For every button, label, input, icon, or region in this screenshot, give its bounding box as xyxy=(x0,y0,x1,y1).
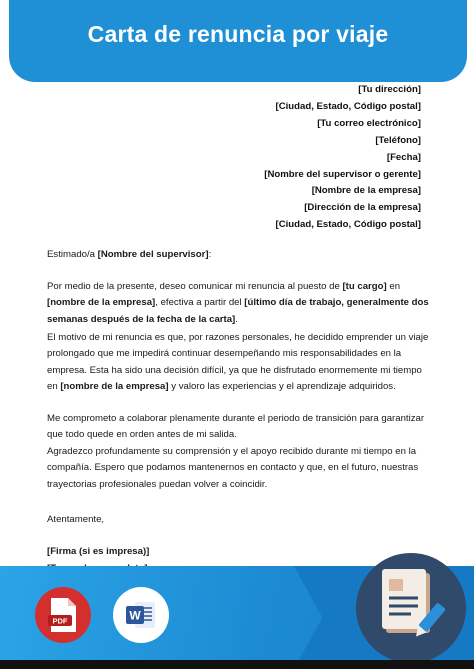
pdf-download-button[interactable] xyxy=(35,587,91,643)
p1-text-3: , efectiva a partir del xyxy=(155,297,245,309)
p2-text-1: El motivo de mi renuncia es que, por razones personales, he decidido emprender un viaje prolongado que me impedirá continuar desempeñando mis responsabilidades en la empresa. Esta ha sido una decisión difícil, ya que he disfrutado enormemente mi tiempo en xyxy=(47,332,429,393)
signature-placeholder: [Firma (si es impresa)] xyxy=(47,546,150,557)
p1-text-4: . xyxy=(235,313,238,325)
word-label: W xyxy=(129,608,141,623)
word-file-icon xyxy=(123,597,159,633)
address-block xyxy=(264,82,421,234)
title-banner xyxy=(9,0,467,82)
p2-text-2: y valoro las experiencias y el aprendizaje adquiridos. xyxy=(168,381,396,393)
salutation-prefix: Estimado/a xyxy=(47,249,98,260)
placeholder-last-day: [último día de trabajo, generalmente dos semanas después de la fecha de la carta] xyxy=(47,297,429,325)
letter-date: [Fecha] xyxy=(386,151,421,163)
document-title: Carta de renuncia por viaje xyxy=(87,20,389,47)
paragraph-resignation xyxy=(47,279,431,328)
recipient-address: [Dirección de la empresa] xyxy=(304,202,421,214)
document-illustration xyxy=(356,553,466,663)
sender-phone: [Teléfono] xyxy=(375,134,421,146)
sender-address: [Tu dirección] xyxy=(358,84,421,95)
sender-city-state-zip: [Ciudad, Estado, Código postal] xyxy=(275,100,421,112)
salutation-name: [Nombre del supervisor] xyxy=(97,249,209,260)
sender-email: [Tu correo electrónico] xyxy=(317,117,421,129)
bottom-strip xyxy=(0,660,474,669)
placeholder-job-title: [tu cargo] xyxy=(342,281,387,292)
salutation xyxy=(47,247,431,263)
placeholder-company-name-2: [nombre de la empresa] xyxy=(60,381,169,393)
salutation-suffix: : xyxy=(208,249,212,260)
pdf-label: PDF xyxy=(52,616,68,626)
p1-text-2: en xyxy=(386,281,401,292)
placeholder-company-name: [nombre de la empresa] xyxy=(47,297,156,309)
recipient-company: [Nombre de la empresa] xyxy=(311,185,421,197)
pdf-file-icon xyxy=(46,596,80,634)
recipient-city-state-zip: [Ciudad, Estado, Código postal] xyxy=(275,219,421,231)
paragraph-transition: Me comprometo a colaborar plenamente durante el periodo de transición para garantizar que todo quede en orden antes de mi salida. xyxy=(47,413,425,441)
recipient-name: [Nombre del supervisor o gerente] xyxy=(264,168,421,180)
closing: Atentamente, xyxy=(47,514,105,525)
paragraph-thanks: Agradezco profundamente su comprensión y el apoyo recibido durante mi tiempo en la compañía. Espero que podamos mantenernos en contacto y que, en el futuro, nuestras trayectorias profesionales puedan volver a coincidir. xyxy=(47,446,419,490)
p1-text-1: Por medio de la presente, deseo comunicar mi renuncia al puesto de xyxy=(47,281,343,292)
word-download-button[interactable] xyxy=(113,587,169,643)
paragraph-reason xyxy=(47,330,431,396)
document-edit-icon xyxy=(356,553,466,663)
